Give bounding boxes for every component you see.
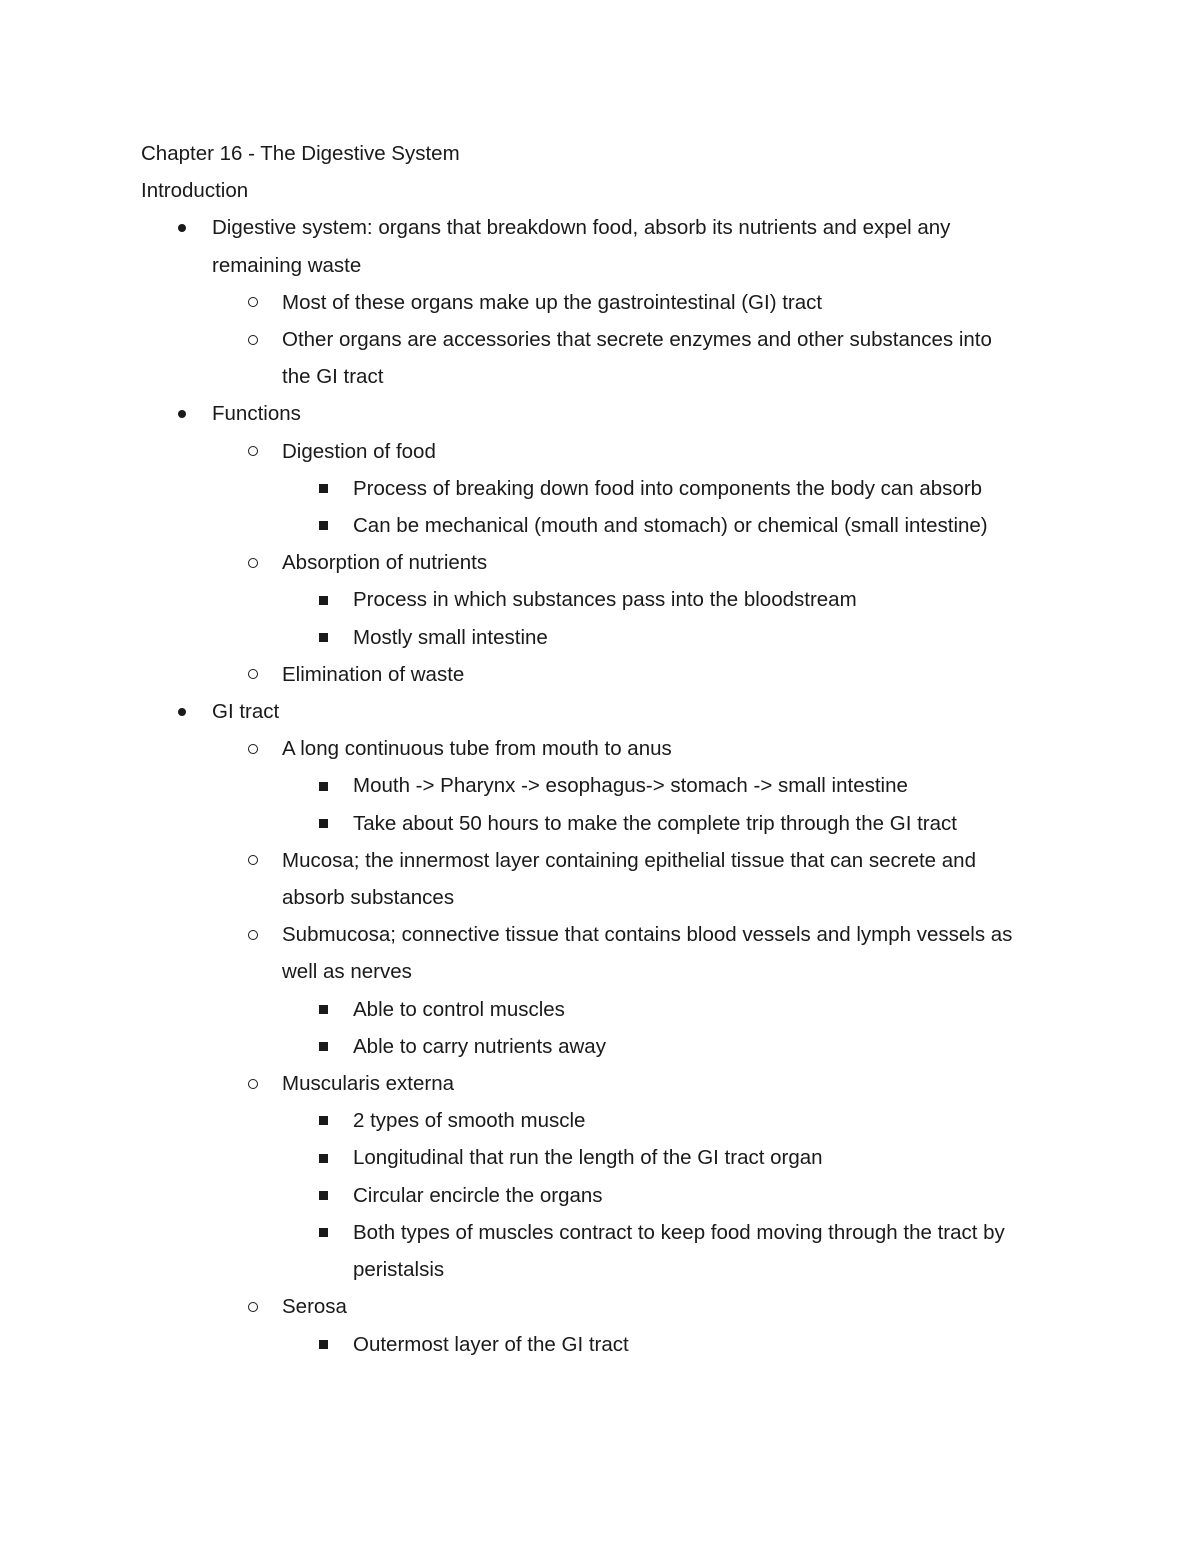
filled-bullet-icon bbox=[172, 209, 192, 246]
list-item bbox=[141, 581, 1061, 618]
square-bullet-icon bbox=[313, 581, 333, 618]
list-item-text: Elimination of waste bbox=[282, 662, 465, 686]
list-item-text: GI tract bbox=[212, 700, 280, 724]
list-item bbox=[141, 805, 1061, 842]
chapter-title: Chapter 16 - The Digestive System bbox=[141, 142, 460, 165]
square-bullet-icon bbox=[313, 767, 333, 804]
hollow-bullet-icon bbox=[243, 730, 263, 767]
list-item bbox=[141, 1288, 1061, 1325]
filled-bullet-icon bbox=[172, 395, 192, 432]
square-bullet-icon bbox=[313, 1326, 333, 1363]
list-item-text: Take about 50 hours to make the complete trip through the GI tract bbox=[353, 811, 957, 835]
list-item-text: Circular encircle the organs bbox=[353, 1183, 603, 1207]
hollow-bullet-icon bbox=[243, 433, 263, 470]
list-item-text: Other organs are accessories that secrete enzymes and other substances into bbox=[282, 328, 992, 352]
list-item bbox=[141, 1214, 1061, 1288]
document-body bbox=[141, 135, 1061, 1363]
list-item bbox=[141, 209, 1061, 283]
list-item-text: Functions bbox=[212, 402, 301, 426]
list-item bbox=[141, 730, 1061, 767]
hollow-bullet-icon bbox=[243, 1065, 263, 1102]
list-item-text: Serosa bbox=[282, 1295, 347, 1319]
hollow-bullet-icon bbox=[243, 656, 263, 693]
list-item-text: Digestion of food bbox=[282, 439, 436, 463]
square-bullet-icon bbox=[313, 470, 333, 507]
list-item-text: Process in which substances pass into the bloodstream bbox=[353, 588, 857, 612]
list-item bbox=[141, 767, 1061, 804]
hollow-bullet-icon bbox=[243, 1288, 263, 1325]
filled-bullet-icon bbox=[172, 693, 192, 730]
list-item bbox=[141, 544, 1061, 581]
list-item-text: Mucosa; the innermost layer containing epithelial tissue that can secrete and bbox=[282, 848, 976, 872]
list-item-text: Able to carry nutrients away bbox=[353, 1034, 606, 1058]
list-item-text: Process of breaking down food into components the body can absorb bbox=[353, 476, 983, 500]
square-bullet-icon bbox=[313, 991, 333, 1028]
square-bullet-icon bbox=[313, 619, 333, 656]
list-item bbox=[141, 1102, 1061, 1139]
list-item bbox=[141, 656, 1061, 693]
list-item bbox=[141, 395, 1061, 432]
list-item-text: Submucosa; connective tissue that contains blood vessels and lymph vessels as bbox=[282, 923, 1013, 947]
list-item-text: 2 types of smooth muscle bbox=[353, 1109, 586, 1133]
list-item bbox=[141, 1028, 1061, 1065]
list-item-text-continued: remaining waste bbox=[212, 253, 362, 277]
hollow-bullet-icon bbox=[243, 544, 263, 581]
list-item bbox=[141, 284, 1061, 321]
list-item bbox=[141, 321, 1061, 395]
list-item-text-continued: the GI tract bbox=[282, 365, 384, 389]
outline-list bbox=[141, 209, 1061, 1362]
square-bullet-icon bbox=[313, 507, 333, 544]
square-bullet-icon bbox=[313, 1102, 333, 1139]
hollow-bullet-icon bbox=[243, 916, 263, 953]
list-item bbox=[141, 1065, 1061, 1102]
list-item-text-continued: peristalsis bbox=[353, 1258, 445, 1282]
square-bullet-icon bbox=[313, 1214, 333, 1251]
section-heading: Introduction bbox=[141, 179, 249, 203]
list-item bbox=[141, 1326, 1061, 1363]
list-item-text: Absorption of nutrients bbox=[282, 551, 488, 575]
list-item-text: Can be mechanical (mouth and stomach) or chemical (small intestine) bbox=[353, 514, 988, 538]
list-item-text: Outermost layer of the GI tract bbox=[353, 1332, 629, 1356]
list-item bbox=[141, 619, 1061, 656]
list-item-text-continued: absorb substances bbox=[282, 886, 455, 910]
list-item-text: Mouth -> Pharynx -> esophagus-> stomach -> small intestine bbox=[353, 774, 908, 798]
list-item bbox=[141, 991, 1061, 1028]
list-item bbox=[141, 1177, 1061, 1214]
list-item bbox=[141, 693, 1061, 730]
list-item-text-continued: well as nerves bbox=[282, 960, 412, 984]
list-item-text: A long continuous tube from mouth to anus bbox=[282, 737, 672, 761]
list-item-text: Most of these organs make up the gastrointestinal (GI) tract bbox=[282, 290, 823, 314]
hollow-bullet-icon bbox=[243, 842, 263, 879]
square-bullet-icon bbox=[313, 805, 333, 842]
square-bullet-icon bbox=[313, 1177, 333, 1214]
hollow-bullet-icon bbox=[243, 284, 263, 321]
list-item bbox=[141, 470, 1061, 507]
list-item bbox=[141, 507, 1061, 544]
square-bullet-icon bbox=[313, 1028, 333, 1065]
list-item bbox=[141, 1139, 1061, 1176]
list-item bbox=[141, 842, 1061, 916]
hollow-bullet-icon bbox=[243, 321, 263, 358]
list-item-text: Mostly small intestine bbox=[353, 625, 548, 649]
list-item-text: Longitudinal that run the length of the GI tract organ bbox=[353, 1146, 823, 1170]
list-item bbox=[141, 433, 1061, 470]
list-item-text: Digestive system: organs that breakdown food, absorb its nutrients and expel any bbox=[212, 216, 951, 240]
list-item-text: Both types of muscles contract to keep food moving through the tract by bbox=[353, 1220, 1005, 1244]
list-item-text: Able to control muscles bbox=[353, 997, 565, 1021]
list-item-text: Muscularis externa bbox=[282, 1072, 455, 1096]
square-bullet-icon bbox=[313, 1139, 333, 1176]
list-item bbox=[141, 916, 1061, 990]
